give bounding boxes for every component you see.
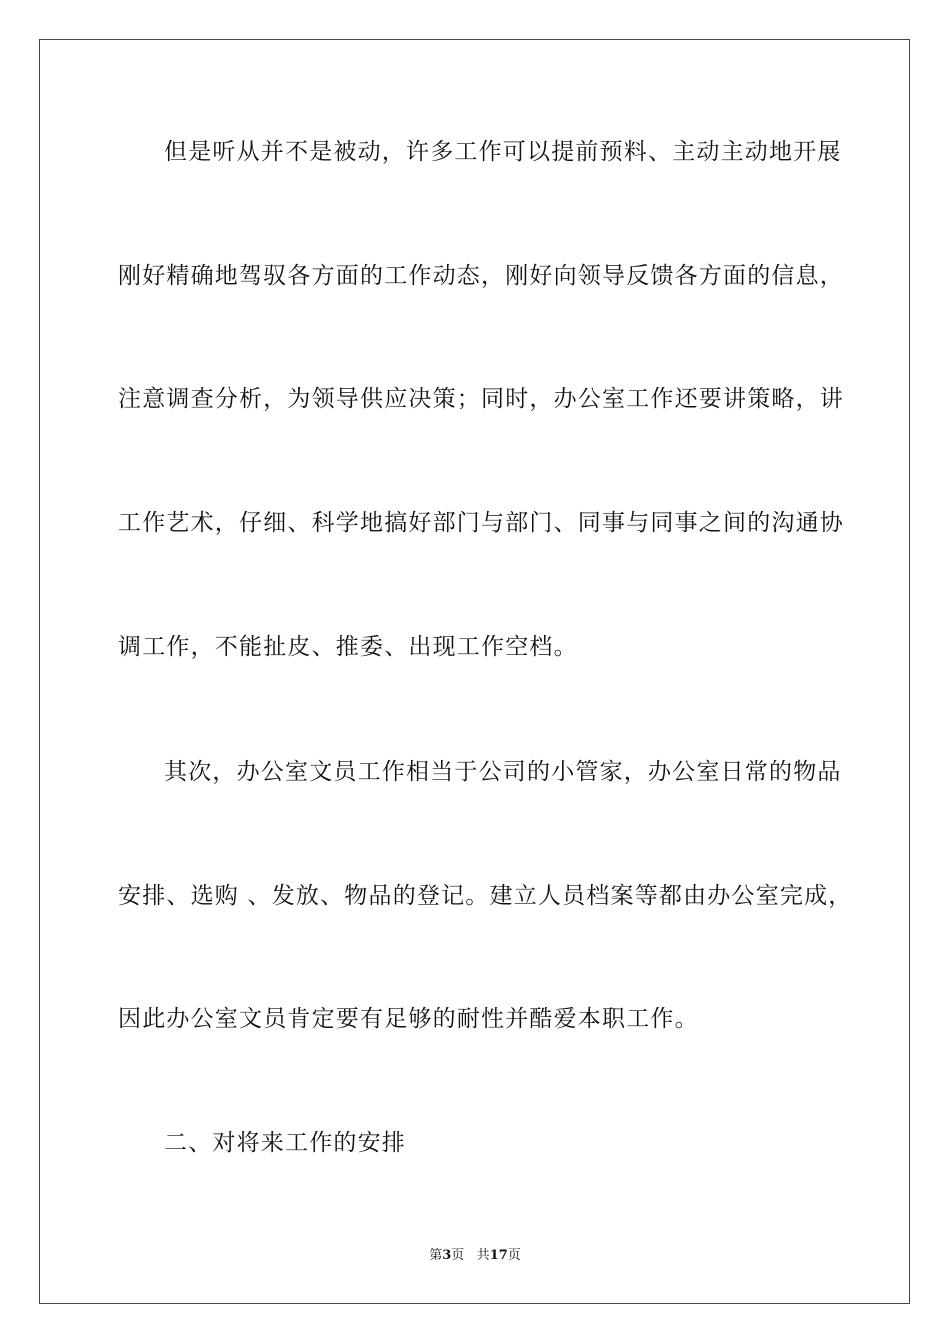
total-suffix: 页 <box>507 1248 521 1263</box>
paragraph-line-2: 刚好精确地驾驭各方面的工作动态，刚好向领导反馈各方面的信息， <box>118 263 844 289</box>
paragraph-line-1: 但是听从并不是被动，许多工作可以提前预料、主动主动地开展 <box>164 139 842 165</box>
page-border <box>39 39 910 1304</box>
paragraph-line-7: 安排、选购 、发放、物品的登记。建立人员档案等都由办公室完成， <box>118 883 853 909</box>
paragraph-line-8: 因此办公室文员肯定要有足够的耐性并酷爱本职工作。 <box>118 1006 699 1032</box>
page-suffix: 页 <box>451 1248 465 1263</box>
paragraph-line-6: 其次，办公室文员工作相当于公司的小管家，办公室日常的物品 <box>164 759 842 785</box>
total-prefix: 共 <box>476 1248 490 1263</box>
page-number: 3 <box>442 1248 452 1263</box>
section-heading: 二、对将来工作的安排 <box>164 1130 406 1156</box>
paragraph-line-4: 工作艺术，仔细、科学地搞好部门与部门、同事与同事之间的沟通协 <box>118 510 844 536</box>
paragraph-line-5: 调工作，不能扯皮、推委、出现工作空档。 <box>118 634 578 660</box>
page-footer <box>0 1247 950 1265</box>
paragraph-line-3: 注意调查分析，为领导供应决策；同时，办公室工作还要讲策略，讲 <box>118 386 844 412</box>
page-prefix: 第 <box>429 1248 443 1263</box>
total-pages: 17 <box>489 1248 508 1263</box>
